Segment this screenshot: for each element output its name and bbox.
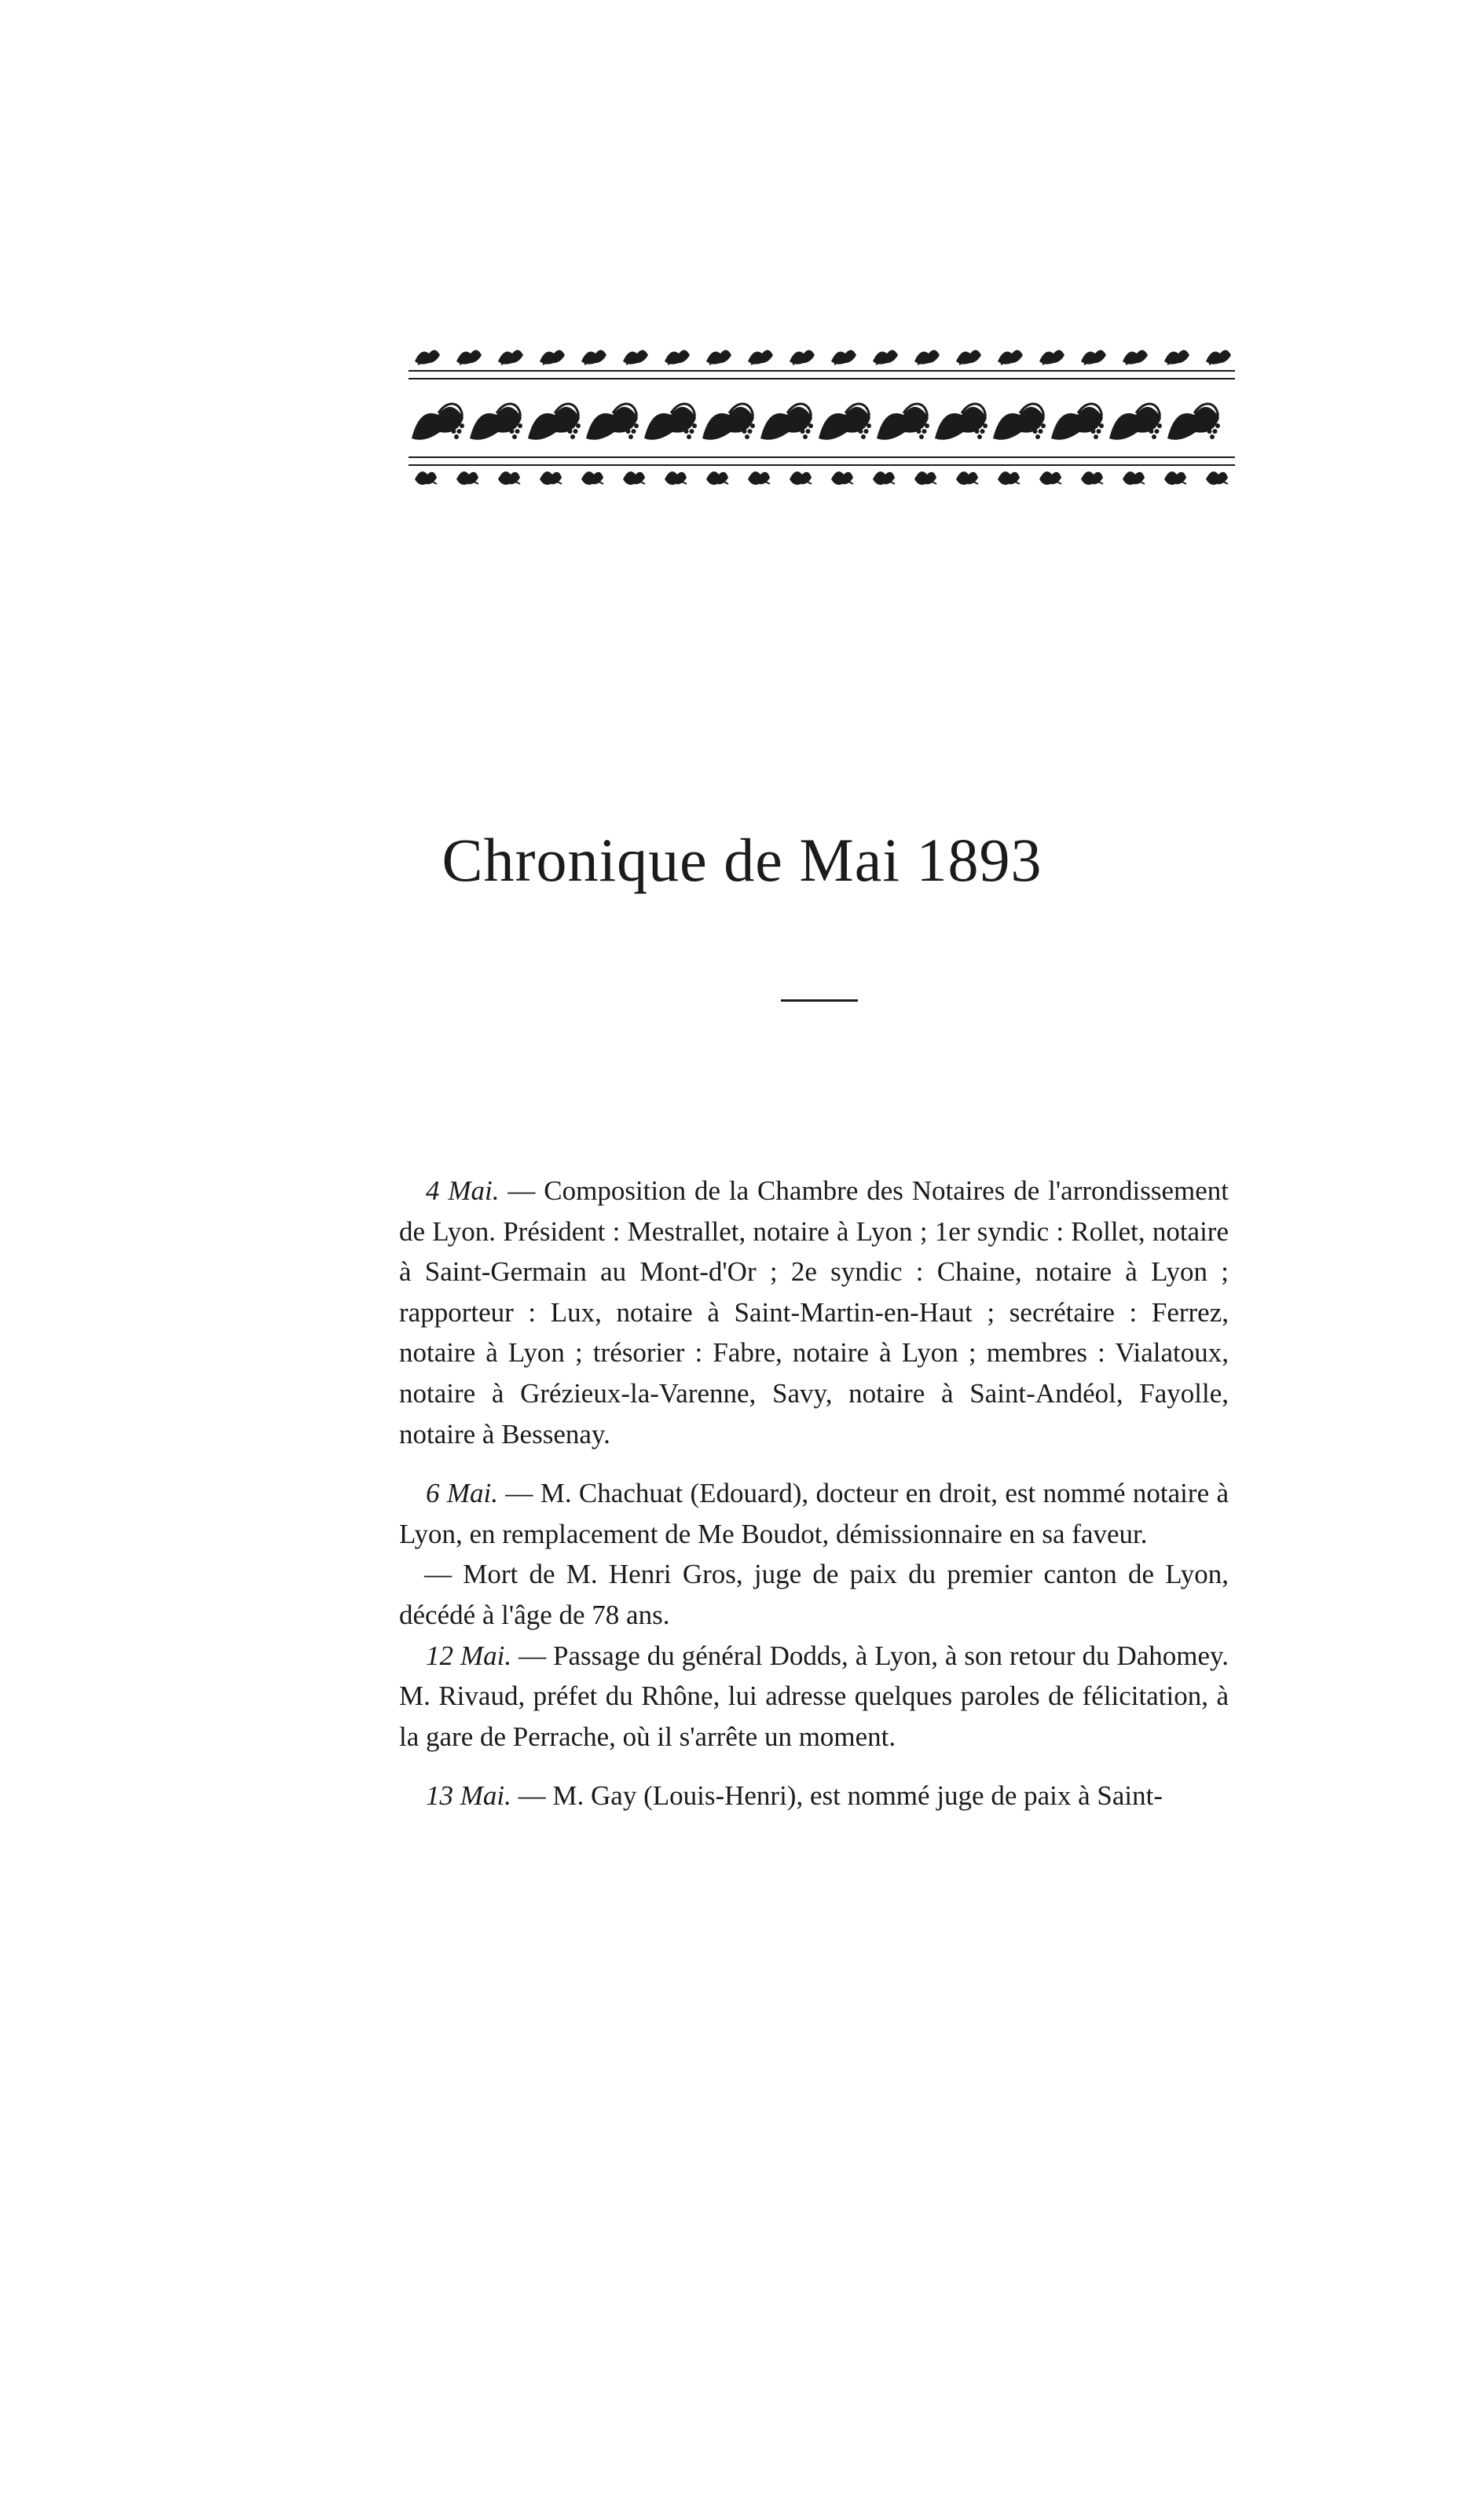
- page-title: Chronique de Mai 1893: [442, 826, 1042, 894]
- chronicle-body: [399, 1171, 1229, 1816]
- vine-leaf-border-icon: [405, 338, 1238, 495]
- title-rule: [781, 999, 858, 1002]
- entry-date: 12 Mai.: [426, 1640, 512, 1671]
- entry-13-mai: [399, 1776, 1229, 1816]
- entry-text: — Composition de la Chambre des Notaires de l'arrondissement de Lyon. Président : Mestrallet, notaire à Lyon ; 1er syndic : Rollet, notaire à Saint-Germain au Mont-d'Or ; 2e syndic : Chaine, notaire à Lyon ; rapporteur : Lux, notaire à Saint-Martin-en-Haut ; secrétaire : Ferrez, notaire à Lyon ; trésorier : Fabre, notaire à Lyon ; membres : Vialatoux, notaire à Grézieux-la-Varenne, Savy, notaire à Saint-Andéol, Fayolle, notaire à Bessenay.: [399, 1175, 1229, 1450]
- entry-date: 13 Mai.: [426, 1780, 511, 1812]
- header-ornament: [405, 338, 1238, 495]
- entry-date: 6 Mai.: [426, 1478, 498, 1509]
- entry-text: — Passage du général Dodds, à Lyon, à son retour du Dahomey. M. Rivaud, préfet du Rhône, lui adresse quelques paroles de félicitation, à la gare de Perrache, où il s'arrête un moment.: [399, 1640, 1229, 1752]
- entry-6-mai: [399, 1473, 1229, 1554]
- entry-text: — M. Gay (Louis-Henri), est nommé juge de paix à Saint-: [511, 1780, 1163, 1812]
- entry-4-mai: [399, 1171, 1229, 1454]
- entry-6-mai-continuation: — Mort de M. Henri Gros, juge de paix du premier canton de Lyon, décédé à l'âge de 78 ans.: [399, 1559, 1229, 1630]
- entry-date: 4 Mai.: [426, 1175, 500, 1206]
- entry-12-mai: [399, 1636, 1229, 1757]
- entry-text: — M. Chachuat (Edouard), docteur en droit, est nommé notaire à Lyon, en remplacement de Me Boudot, démissionnaire en sa faveur.: [399, 1478, 1229, 1549]
